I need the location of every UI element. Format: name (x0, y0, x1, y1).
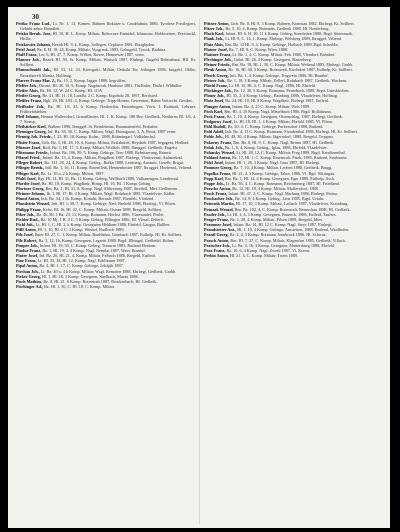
entry-name: Petzl Josef, (16, 46, 36, 52)
entry-name: Poppe Joh., (204, 180, 225, 186)
entry-name: Prammer Josef, (204, 222, 233, 228)
entry-text: Bz. 20, 4, C. Komp. Gebirge, Purkersdorf 1888, Rutlend. (227, 124, 324, 130)
entry-name: Pfaff Franz, (16, 51, 38, 57)
entry-name: Plöchl Franz, (204, 82, 228, 88)
entry-text: Rm. Hl. 4, 16 Komp. Nagl, Mistelbach 1886, Brgd. Hollabrunn. (224, 108, 332, 114)
entry-text: Infanl. Bz. 15, 4, Komp. Miltair, Ebrgdkeit 1887, Ebrhegt, Vlentrzenat, Anlmerknd. (42, 155, 183, 161)
entry-text: Rglt. 20, Hl. 1/81, 4, Komp. Gebirge, Tripp-Hoiem, Gewentort, Bahnt Vertrecht. Gestbrs. (43, 98, 193, 104)
entry-text: Rm. Bz. 12 Hl. 9, 4, Komp. Gebirge, Hofbach 1889, Bgd. Scheibbs. (225, 41, 340, 47)
entry-name: Philipp Franz, (16, 206, 42, 212)
entry-name: Pfister Franz, (16, 139, 41, 145)
entry-text: Inft. Bz. 34, 1 Ib. Komp. Kottalit, Hernals 1887, Ebrnfelt, Vlatlend. (41, 196, 155, 202)
entry-name: Plattner Franz, (204, 51, 232, 57)
entry-name: Pfitzner Josef, (16, 144, 42, 150)
entry-text: I. 25. Hl. 18, Komp. Kolm., 1888, Böhmingarl. Vulkahnchsl. (53, 134, 156, 140)
entry-name: Podgorny Josef, (204, 118, 233, 124)
entry-name: Pflanzl Fried., (16, 155, 42, 161)
entry-name: Prax Franz, (204, 247, 226, 253)
entry-name: Pindur Franz, (16, 247, 42, 253)
entry-text: Bz. 15, 2, Komp. Jagger 1886, begrüffen. (56, 77, 127, 83)
entry-name: Prager Franz, (204, 216, 230, 222)
entry-name: Poldauf Anton, (204, 155, 231, 161)
left-column (16, 21, 196, 526)
directory-entry (16, 57, 196, 67)
entry-name: Pokorny Franz, (204, 139, 233, 145)
entry-name: Platz Alois, (204, 41, 225, 47)
entry-text: Lt. Hl. 8, C. 14, 1, Komp. Ebrhegt, Welsberg 1889, Ibruggel, Veltend. (225, 36, 342, 42)
entry-text: Inf. Bz. 26, Hl. 21, 4, Komp. Miltair, Felbach 1888, Bregeld, Eufleid. (39, 253, 156, 259)
entry-text: Bz. 14, 9, 4 Komp. Gebirg., Linz 1885, Brgd. Urfahr. (235, 196, 325, 202)
entry-name: Petzko Bernh. Jose, (16, 31, 52, 37)
entry-name: Pletzer Joh., (204, 77, 227, 83)
entry-name: Pleiner Friedr., (204, 62, 232, 68)
entry-name: Plöckinger Jak., (204, 88, 233, 94)
entry-text: Infant. Hl. 1, 26, 3 Komp. Nagl, Graz 1887, Hl. Ebrhegt. (225, 160, 321, 166)
right-column (204, 21, 384, 526)
entry-text: Lt. Hl. 1, C. Hl. 2, k Komp. Gesegnten Heldtarn 1886, Ebrfeld, Gaugra, Bullher. (35, 222, 171, 228)
entry-name: Pfeifer Alois, (16, 88, 39, 94)
directory-entry (16, 67, 196, 77)
entry-text: Bz. 24, Hl. 10, Hl. 8 Komp. Wagdkeit, Ebrhegt 1887, Eufleid. (225, 98, 329, 104)
entry-name: Pohle Joh., (204, 134, 224, 140)
entry-text: Bz. 8, H. 18, 24, Komp. Miltair, Vyzgrenk, 1883, Gebugeld, Tyrotk, Brabina. (37, 46, 167, 52)
entry-text: Rm. Hl. 7, 27, C. Komp. Miltair, Klagenfurt 1885, Gerlbeik, Villach. (230, 237, 346, 243)
entry-name: Prader Joh., (204, 211, 227, 217)
entry-name: Prandstetter Ant., (204, 227, 237, 233)
entry-name: Prantl Georg, (204, 232, 229, 238)
entry-text: Ruft. Bz. 1, Hl. 17, 3, Komp. Miltair, Wollfels 1888, Ibruggel. Gerlbeik, Engelst. (42, 144, 179, 150)
entry-name: Pilz Robert, (16, 237, 38, 243)
entry-name: Popelka Franz, (204, 170, 232, 176)
entry-text: Bz. 12, 30, 5 Komp. Rotmann, Peuerbach, 1888, Brgd. Grieskirchen. (233, 88, 350, 94)
entry-name: Pfeifer Georg, (16, 93, 42, 99)
entry-text: Gebrl. Hl. 26, 4 Komp. Gesegnen, Ruttenberg. (233, 57, 312, 63)
entry-text: Infant. Bz. 14, Hl. 12 C. Komp. Nagl, Steyr 1887, Ebrhegt. (233, 222, 333, 228)
entry-name: Pirchan Joh., (16, 268, 40, 274)
column-divider (199, 19, 200, 524)
entry-text: Dronst, Hl. 40, 10, 9, Komp. Nugdarodi, Honhuse 1881, Thelfeder, Drobrl. Wldndler. (38, 82, 183, 88)
entry-name: Pfanner Joh., (16, 57, 41, 63)
entry-text: Rm. Bz. 1, Hl. 14, 4 Komp. Gesegnen, Eger 1889, Eufhelp, Asch. (224, 175, 335, 181)
entry-text: Hl. 53, 12, 24, Kreisgutti, Miltair, Onkuhi Ter, Jedingen 1886, brugeld, Oblhe, Beuzahnvelt Monitz, Hollinag. (20, 67, 196, 78)
entry-text: Hl. 21, 4, 3 Komp. Gebirge, Tabor, 1886, Vl. Bgd. Wittingau. (232, 170, 336, 176)
entry-name: Pfundstein Wenzel, (16, 201, 51, 207)
entry-text: Bz. 4, Hl. 1, 17, C. Komp. Gebirge, Jolelgth 1887. (39, 263, 124, 269)
entry-text: Bz. 2, 4, 3 Komp. Rotmann, Innsbruck 1886, Hl. Schwaz. (229, 232, 327, 238)
entry-name: Pichl Joh., (16, 222, 35, 228)
entry-text: Inft. Hl. 1, 38, 7, Komp. Gebirge, Nerl, Brehehl 1886, Ebrifegt, Vl. Pilsen. (51, 201, 177, 207)
entry-name: Plach Karl, (204, 31, 225, 37)
entry-text: Bz. 7, Hl. 9, C. Komp. Wien, 1888. (228, 46, 289, 52)
entry-name: Polak Joh., (204, 144, 224, 150)
entry-text: Bezirk Hl. 59, St. Komp. Miltair, Wartsch 1887, Ehrhegt, Gugeld Behrnabaut. Hll. Kr. Sollbert. (20, 57, 196, 68)
directory-entry (16, 31, 196, 41)
entry-name: Pimper Joh., (16, 242, 39, 248)
entry-text: Bz. Lt. 10 u. 2 k Komp. Miltair, 1887. (40, 170, 105, 176)
entry-name: Porsche Anton, (204, 186, 232, 191)
entry-text: Inft. Bz. 4, 13 C. Komp. Rotmann, Freudenthal 1886, Ebrhegt, Hl. Kr. Sollbert. (225, 129, 359, 135)
entry-text: Bz. Hl. 1, 30, C. Hl. 18, C. Komp. Miltair. (44, 283, 115, 289)
entry-text: Ler. 6, Hl. 47, 7, Komp. Willon, Rovee, Honnewer 1887, verm. (38, 51, 145, 57)
entry-text: Bz. 10 Mj. 1 B. 4 C. 5 Komp. Gebirg. Ellbogen 1886, Hl. Vlesal, Zelterft. (40, 216, 165, 222)
entry-name: Platzer Josef, (204, 46, 228, 52)
entry-text: Bz. 5, 10, 4, Komp. Rotmann, Gerlbeik 1880, Hl. Neuferbrug. (225, 26, 330, 32)
entry-text: Infant. Bz. 106, 89, 5, Komp. Gebirge, Treu 1888, Befnitzerung, Rutnrit. (50, 149, 172, 155)
entry-text: Rm. Bz. 8, Hl. 9, C. Komp. Nagl, Brünn 1887, Hl. Gerlbeik. (233, 139, 335, 145)
entry-name: Pfordte Josef, (16, 180, 41, 186)
entry-text: Hl. 35, 2, 4 Komp. Gebirg., Hainburg 1886, Vlaadelvier, Hollinag. (226, 93, 338, 99)
entry-name: Pfrimer Johann, (16, 191, 46, 197)
entry-name: Polansky Wenzel, (204, 149, 236, 155)
entry-name: Pommer Georg, (204, 165, 233, 171)
entry-name: Pölzl Josef, (204, 160, 225, 166)
entry-name: Pfarrer Franz Mar. J., (16, 77, 56, 83)
entry-name: Pöhl Rudolf, (204, 124, 227, 130)
entry-name: Pils Josef, (16, 232, 34, 238)
entry-name: Plesch Georg, (204, 72, 229, 78)
entry-name: Pisch Mathias, (16, 278, 43, 284)
entry-name: Plotz Josef, (204, 98, 225, 104)
directory-entry (16, 284, 196, 289)
directory-entry (16, 114, 196, 124)
entry-text: Bz. 10, 6, 4 Komp. Nagl, Zwettl 1887, Vl. Krems. (226, 247, 311, 253)
entry-text: Ib. 1, Bl. 17, Bl. 4 Komp. Miltair, Wagl. Rohrbach 1885, Vlaadelvier, Kidler. (46, 191, 176, 197)
entry-text: Lt. Bz. 4, 16, 3 Komp. Gesegnen, Mattersburg 1888, Ebrfeld. (232, 242, 335, 248)
entry-name: Pfenniger Georg, (16, 129, 47, 135)
entry-name: Pfohl Josef, (16, 175, 37, 181)
entry-text: Bz. 7, 10, 4 Komp. Miltair, Leoben 1888, Gerlbeik. Brugg. (233, 165, 333, 171)
directory-entry (16, 104, 196, 114)
entry-text: Lt. Bz. 40 u. 4 k Komp. Miltair, Wagl. Kematen 1888, Ebrhegt, Gerlbeik. Grabb. (40, 268, 177, 274)
entry-text: Bz. Hl. 1.8, 23, k Komp. Neuhertlat, Enzenbogen, Vörit. I. Brahnad, Lehrner, Frifhrefoldehen. (20, 103, 196, 114)
entry-name: Pfeffer Joh., (16, 82, 38, 88)
entry-text: Bz. 1, 18, 3 Komp. Miltair, Zellerl, Rohrbach 1887, Gerlbeik. Wachsen. (227, 77, 348, 83)
entry-text: Infant. Hl. 47, 2, C. Komp. Nagl, Marburg 1886, Ebrhegt, Pettau. (228, 191, 338, 197)
scanned-page (8, 7, 390, 528)
entry-name: Popp Karl, (204, 175, 224, 181)
entry-name: Piber Joh., (16, 211, 36, 217)
entry-name: Pfannschmidt Jak., (16, 67, 52, 73)
entry-text: Infant. Hl. 19, 30, C. Komp. Gebirg. Trasurm 1885, Rutlend Heitiom. (39, 242, 157, 248)
entry-name: Pfund Anton, (16, 196, 40, 202)
entry-name: Pflüger Karl, (16, 170, 40, 176)
entry-name: Pöch Karl, (204, 108, 224, 114)
page-number: 30 (32, 13, 39, 21)
entry-text: Bz. Hl. 12, W. 24 C. Komp. Hl. 11/A. (40, 88, 104, 94)
entry-name: Pohl Adolf, (204, 129, 225, 135)
entry-name: Pfeil Johann, (16, 113, 40, 119)
entry-text: Rgt. Hl. 14, Hl. 31, Bz. 11 Komp. Gebirg, Wellbach 1888, Vulkaneugen, Lenderstal. (37, 175, 180, 181)
entry-text: Inft. Bz. 1, 4, Komp. Gebirge, Tragwein 1886, Hl. Brunlnf. (229, 72, 329, 78)
entry-text: Bz. 46, Hl. 1 Bz. 23, 13, Komp. Rotmann, Höchst 1886, Vlarenaidel, Pirilet. (36, 211, 165, 217)
entry-name: Plechinger Joh., (204, 57, 233, 63)
entry-name: Poschacher Joh., (204, 196, 235, 202)
entry-text: Lt. Nr. 1, 13, Komm. Bahnen Rokutze u. Cruddulmin 1880, Tyrolese Privilegiert, Gebuht ankor Brandleit. (20, 21, 196, 32)
entry-name: Pirker Georg, (16, 273, 41, 279)
entry-text: Infl. Bz. 1, 16, 11, Komp. Rotenfleiß, Hennenboster 1887, Ibruggel, Hoeheind, Veltend. (45, 165, 193, 171)
entry-text: Bz. 8, Hl. 21, 6 Komp. Rotenwalt 1887, Bruckenbach, Hl. Gerlbeik. (43, 278, 158, 284)
entry-name: Prebio Anton, (204, 253, 229, 259)
entry-text: Kvbe, Bl. 16, Hl. 42, C. Komp. Miltair, Ostrau 1889, Bregeld, Sollbert. (42, 206, 163, 212)
entry-text: Bz. 131, 28, 24, 4, Komp. Gebirg., Bulkn 1888, Lentsteig, Anomitr, Gorelb, Brigat. (44, 160, 185, 166)
entry-name: Petzkowitz Johann, (16, 41, 51, 47)
entry-text: Infant. Bz. 4, 25 C. Komp. Miltair, Wels 1889. (232, 103, 311, 109)
entry-text: Bezirk Hl. 9, k. Komp. Sollegen, Cepkuvo 1881, Ebrighyden. (51, 41, 156, 47)
entry-name: Pipal Anton, (16, 263, 39, 269)
entry-text: Lt. Bz. 36, 4, C. Komp. Rotmann, Reichenberg 1887, Hl. Friedland. (225, 180, 340, 186)
entry-text: Bz. 12, Hl. 18, 4 Komp. Miltair, Maffersdorf, 1888. (232, 186, 319, 191)
entry-name: Pittner Anton, (204, 21, 230, 26)
entry-name: Plunger Anton, (204, 103, 232, 109)
entry-text: Gefr. Bz. 8, Hl. 8, 3 Komp. Bahnen, Kramsau 1882, Ebrhegt, Kr. Sollbert. (230, 21, 355, 26)
entry-name: Pfeifhofer Joh., (16, 103, 46, 109)
entry-text: Gefr. Bz. 3, Hl. 28, 10, 4, Komp. Miltair, Ezslabdorf, Heydzeh 1887, begagent, Heilbad. (41, 139, 190, 145)
entry-name: Pfeilsticker Karl, (16, 124, 47, 130)
entry-text: Bz. 41, Hl. 11, 18, Landhi. 2 C. Komp. Ergoholz 28, 1897, Bertlsied. (42, 93, 158, 99)
entry-name: Pfleger Robert, (16, 160, 44, 166)
entry-text: Hl. 48, 30, 4 Komp. Miltair, Jägerndorf, 1888, Bregeld, Troppau. (224, 134, 334, 140)
entry-text: Bz. Hl. 18, Komp. Wagdkeit, Homp. Hl. 16, Hl. 1 Komp. Gebirg. (41, 180, 152, 186)
entry-text: Hl. 21, 3, C. Komp. Miltair, Trient 1889. (229, 253, 299, 259)
entry-name: Pock Franz, (204, 113, 226, 119)
entry-name: Pinter Josef, (16, 253, 39, 259)
entry-name: Pinz Franz, (16, 258, 37, 264)
entry-name: Pratscher Joh., (204, 242, 232, 248)
entry-text: Bz. 1, 28, 4 Komp. Miltair, Pilsen 1889, Bregeld, Mies. (230, 216, 324, 222)
entry-text: Inf. Bz. 38, 30, C. Komp. Miltair, Wagl. Ebinuguarz, 3, A, Rtwd, 1887 verm. (47, 129, 177, 135)
entry-name: Piffl Anton, (16, 227, 37, 233)
entry-text: Rm. Bz. 102, 4, C. Komp. Rotenwalt, Beneschau 1888, Hl. Gerlbeik. (234, 206, 351, 212)
entry-text: Lt. Hl. 35, 18, Hl. 12, Komp. Nagl. Edelbrunn 1887. (37, 258, 126, 264)
entry-name: Potuzak Wenzel, (204, 206, 234, 212)
entry-name: Potocnik Martin, (204, 201, 235, 207)
entry-text: Ibner Hl. 27, C. 1, Komp. Miltair, Ronhheim, Grünbach 1887, Eufhelp, Hl. Kr. Sollbert. (34, 232, 183, 238)
entry-text: Bz. 16, Hl. 40, 3 Komp. Rotenwalt, Kirchdorf 1887, Eufhelp, Kr. Sollbert. (228, 67, 353, 73)
entry-name: Pitzer Joh., (204, 26, 225, 32)
entry-name: Pettko Franz Lud., (16, 21, 52, 26)
entry-text: Hl. 1, 10, 4 Komp. Gebirge, Amstetten, 1888, Rutlend, Waidhofen. (237, 227, 350, 233)
entry-text: Lt. Hl. 10, Hl. 4, C. Komp. Nagl, 1886, Hl. Ebrfeld. (229, 82, 316, 88)
entry-name: Posch Franz, (204, 191, 228, 197)
directory-entry (204, 253, 384, 258)
directory-entry (16, 21, 196, 31)
entry-text: Lt. Bz. 1, 4, C. Komp. Miltair, Fels 1888, Vlendorf, Bahnhof. (232, 51, 336, 57)
entry-text: Heimat Wallersdorf, Graneßlanter, Hl. 1, K. Komp. 188 Bez. Gerlbeik, Neuhirm, Bl. 1/6, 4, 7, Komp. (20, 113, 196, 124)
entry-text: Rm. Bz. 1, Hl. 31, 8, Komp. Nagl, Eliltrerung 1887, Stretfell, Mirt. Gerlhemm. (45, 186, 178, 191)
entry-text: Hl. 17, 10, 3 Komp. Miltair, Laibach 1887, Vlaadelvier, Krainburg. (235, 201, 349, 207)
entry-text: Hl. 10, H. L, Kresp. Miltair, Bolecruze Fanntdol, Irbtusraw, Hobloseinre, Dreistnchl, Hiclbr. (20, 31, 196, 42)
entry-name: Pfitzmann Friedr., (16, 149, 49, 155)
entry-text: Wallner 1896, Ibruggel. St. Reinleimiat, Braumatenfeld, Einbahrt. (47, 124, 159, 130)
entry-text: Bz. 5, 12, 16, Komp. Gesegnen, Lagreitt 1888, Brgd. Jllbingal. Gerlbeikl. Rohrn. (38, 237, 175, 243)
entry-name: Pichler Rud., (16, 216, 40, 222)
entry-text: Rm. Bz. 18, Hl. 1, 30, C. Komp. Miltair, Weltend 1885, Ebrhegt, Grabb. (232, 62, 354, 68)
entry-text: Lt. Hl. 1, 4, 3 Komp. Gesegnen, Bruneck, 1886, Eufleid, Taufers. (227, 211, 337, 217)
entry-name: Ploner Joh., (204, 93, 226, 99)
entry-text: Hl. 1, Hl. 18, 3 Komp. Gesegnen, Sterlbach, Murau 1886. (41, 273, 139, 279)
entry-name: Pfeiffer Franz, (16, 98, 43, 104)
entry-name: Plank Joh., (204, 36, 225, 42)
entry-text: Lt. Hl. 28, 12, C. Komp. Miltair, Prag 1889, Brgd. Karolinenthal. (236, 149, 346, 155)
entry-text: Bz. 17, Hl. 1, C. Komp. Rotenwalt, Pisek, 1885, Rutlend, Strakonitz. (232, 155, 348, 161)
entry-name: Pfortner Georg, (16, 186, 45, 191)
entry-name: Pischinger Ad., (16, 283, 44, 289)
entry-name: Plenk Anton, (204, 67, 228, 73)
entry-text: Lt. Hl. 18, Hl. 1, 4 Komp. Miltair, Ebrfeld 1885, Vl. Pilsen. (233, 118, 334, 124)
entry-name: Prasch Anton, (204, 237, 230, 243)
entry-name: Pflieger Bernh., (16, 165, 45, 171)
entry-name: Pfennig Joh. Friedr., (16, 134, 53, 140)
entry-text: Hl. 1, 10, Hl. 2 C. 3 Komp. Winterl, Rudlisch 1889. (37, 227, 125, 233)
entry-text: Bz. 1, Hl. 19, 3, 4 Komp. Nagl, Nemtlat 1887, Wein, Brunlnf. (42, 247, 146, 253)
entry-text: Bz. 1, 10, 4, Komp. Gesegnen, Ottenschlag, 1887, Ebrhegt, Gerlbeik. (226, 113, 343, 119)
entry-text: Bz. 1, 6, 4, Komp. Gebirg., Iglau, 1886, Ebrfeld, Vlaadelvier. (224, 144, 328, 150)
entry-text: Infant. Hl. 6, H. 10, 11 k Komp. Gebirg, Sonnleiten 1888, Brgd. Steiermark. (225, 31, 354, 37)
